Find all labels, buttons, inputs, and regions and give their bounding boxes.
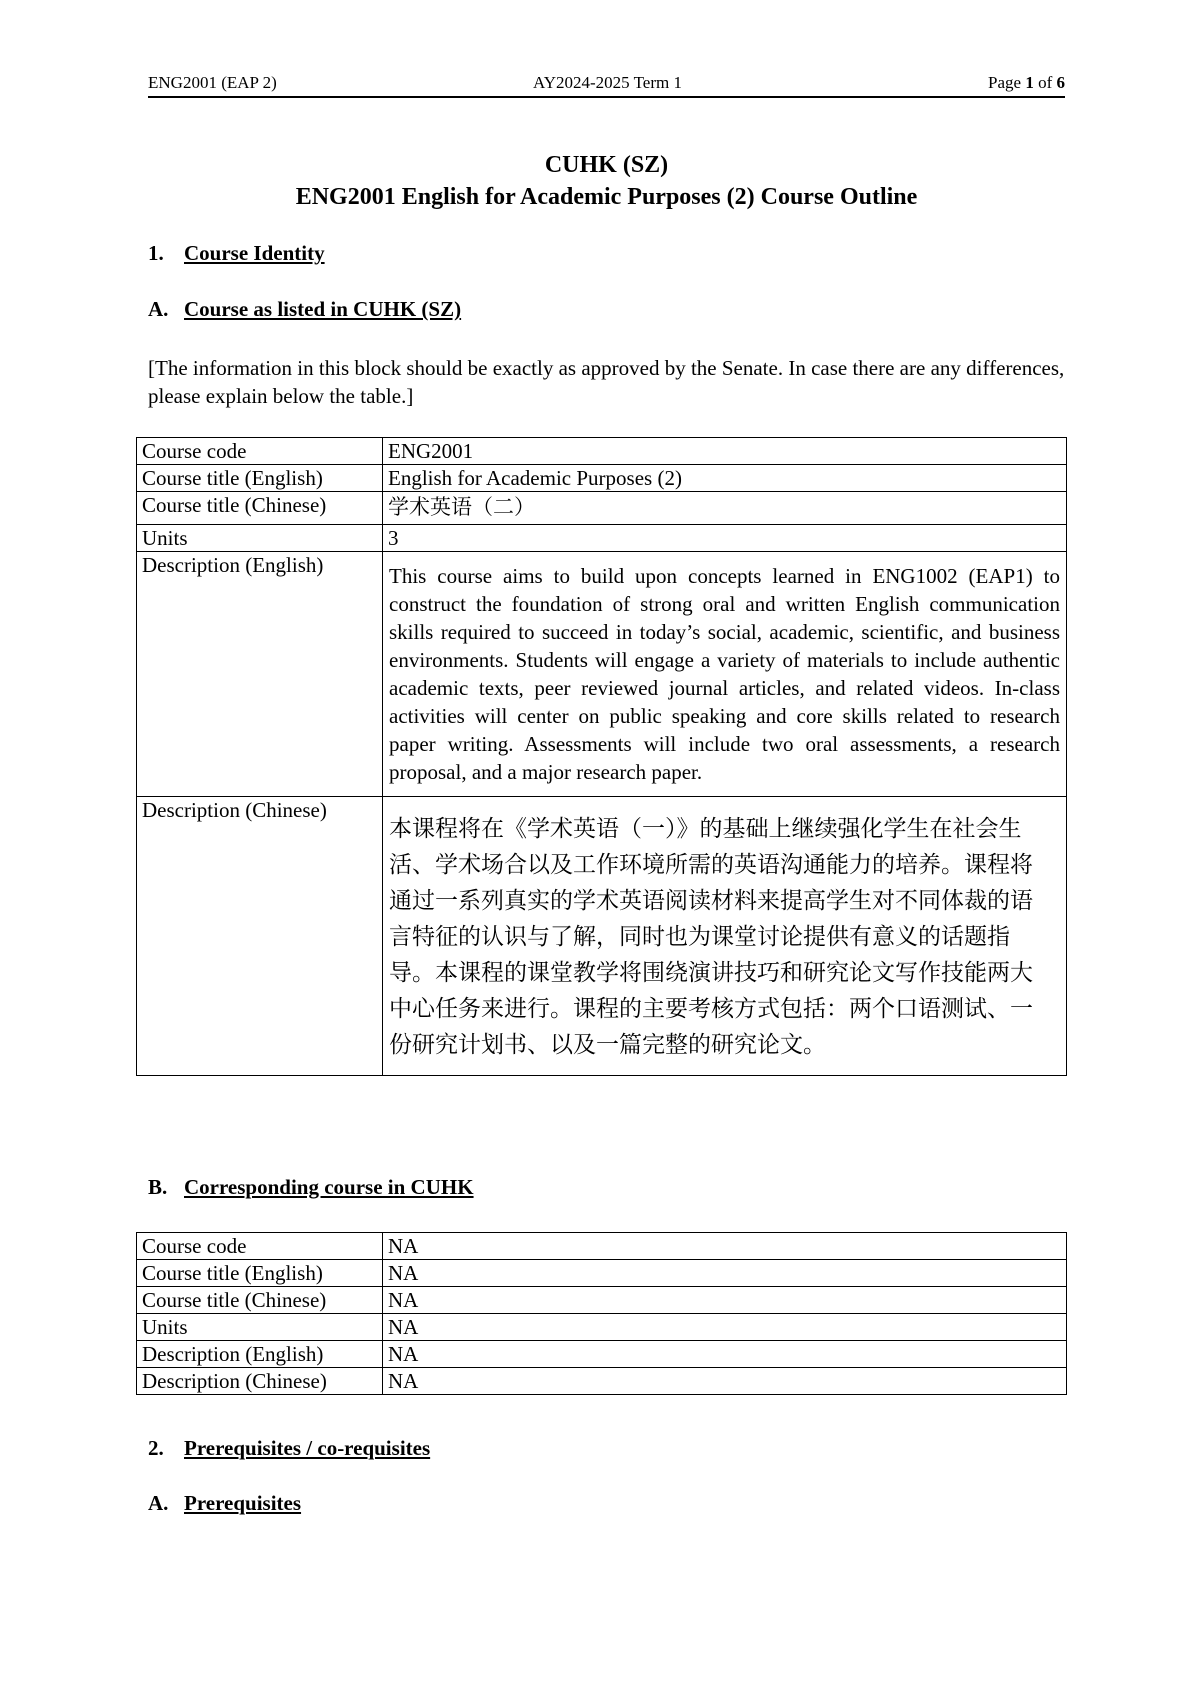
table-row: [137, 1260, 1067, 1287]
row-value: NA: [383, 1368, 1067, 1395]
title-course-outline: ENG2001 English for Academic Purposes (2) Course Outline: [295, 184, 918, 210]
header-page-number: Page 1 of 6: [988, 73, 1065, 92]
course-listed-table: [136, 437, 1067, 1076]
row-value: 3: [383, 525, 1067, 552]
row-value: 本课程将在《学术英语（一）》的基础上继续强化学生在社会生活、学术场合以及工作环境所需的英语沟通能力的培养。课程将通过一系列真实的学术英语阅读材料来提高学生对不同体裁的语言特征的认识与了解，同时也为课堂讨论提供有意义的话题指导。本课程的课堂教学将围绕演讲技巧和研究论文写作技能两大中心任务来进行。课程的主要考核方式包括：两个口语测试、一份研究计划书、以及一篇完整的研究论文。: [383, 797, 1067, 1076]
row-label: Units: [137, 1314, 383, 1341]
row-value: English for Academic Purposes (2): [383, 465, 1067, 492]
table-row: [137, 797, 1067, 1076]
senate-note: [The information in this block should be exactly as approved by the Senate. In case there are any differences, please explain below the table.]: [148, 356, 1065, 408]
row-value: This course aims to build upon concepts learned in ENG1002 (EAP1) to construct the foundation of strong oral and written English communication skills required to succeed in today’s social, academic, scientific, and business environments. Students will engage a variety of materials to include authentic academic texts, peer reviewed journal articles, and related videos. In-class activities will center on public speaking and core skills related to research paper writing. Assessments will include two oral assessments, a research proposal, and a major research paper.: [383, 552, 1067, 797]
row-label: Description (Chinese): [137, 1368, 383, 1395]
row-label: Course code: [137, 438, 383, 465]
heading-corresponding-course: B. Corresponding course in CUHK: [148, 1175, 474, 1199]
heading-course-listed: A. Course as listed in CUHK (SZ): [148, 297, 462, 321]
table-row: [137, 492, 1067, 525]
row-label: Description (English): [137, 1341, 383, 1368]
table-row: [137, 465, 1067, 492]
table-row: [137, 1314, 1067, 1341]
row-value: NA: [383, 1314, 1067, 1341]
row-value: NA: [383, 1260, 1067, 1287]
heading-prerequisites-corequisites: 2. Prerequisites / co-requisites: [148, 1436, 431, 1460]
row-label: Course code: [137, 1233, 383, 1260]
row-value: 学术英语（二）: [383, 492, 1067, 525]
table-row: [137, 438, 1067, 465]
row-label: Course title (Chinese): [137, 492, 383, 525]
row-label: Course title (English): [137, 465, 383, 492]
heading-prerequisites: A. Prerequisites: [148, 1491, 302, 1515]
table-row: [137, 1368, 1067, 1395]
row-value: ENG2001: [383, 438, 1067, 465]
row-label: Description (English): [137, 552, 383, 797]
running-header: [148, 72, 1065, 98]
row-label: Description (Chinese): [137, 797, 383, 1076]
heading-course-identity: 1. Course Identity: [148, 241, 325, 265]
row-label: Course title (English): [137, 1260, 383, 1287]
table-row: [137, 525, 1067, 552]
row-label: Course title (Chinese): [137, 1287, 383, 1314]
table-row: [137, 552, 1067, 797]
header-term: AY2024-2025 Term 1: [533, 73, 682, 92]
row-value: NA: [383, 1341, 1067, 1368]
table-row: [137, 1233, 1067, 1260]
table-row: [137, 1287, 1067, 1314]
row-label: Units: [137, 525, 383, 552]
table-row: [137, 1341, 1067, 1368]
header-course: ENG2001 (EAP 2): [148, 73, 277, 92]
title-institution: CUHK (SZ): [544, 152, 669, 178]
row-value: NA: [383, 1233, 1067, 1260]
corresponding-course-table: [136, 1232, 1067, 1395]
row-value: NA: [383, 1287, 1067, 1314]
